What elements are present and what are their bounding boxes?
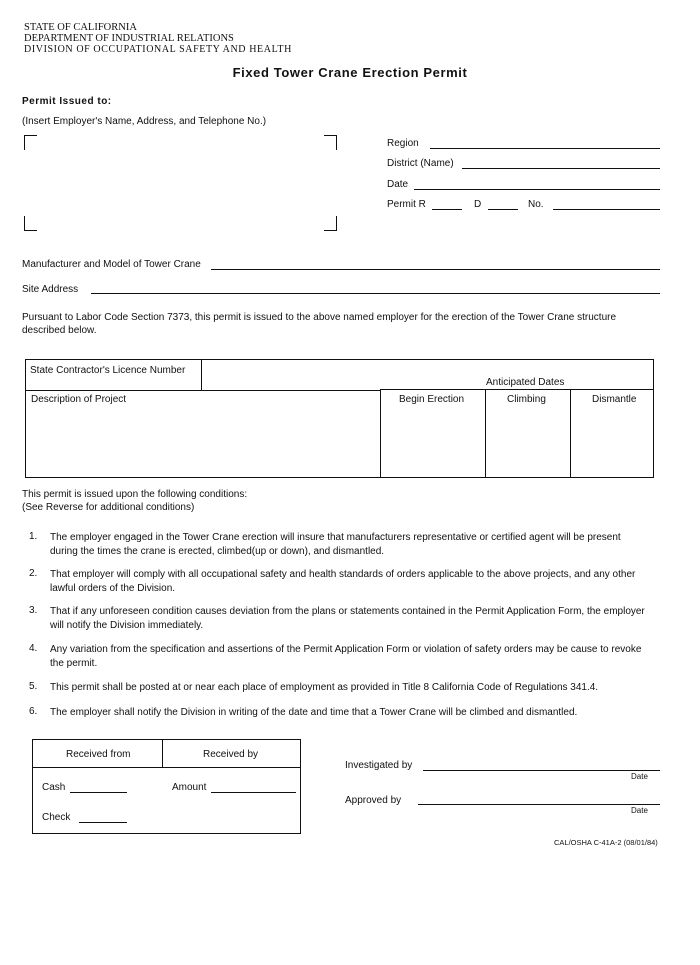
cash-field[interactable] <box>70 792 127 793</box>
agency-line-department: DEPARTMENT OF INDUSTRIAL RELATIONS <box>24 33 234 44</box>
address-box-corner-br <box>324 216 337 231</box>
licence-divider <box>201 359 202 390</box>
permit-r-label: Permit R <box>387 199 426 210</box>
investigated-by-label: Investigated by <box>345 760 413 771</box>
address-box-corner-bl <box>24 216 37 231</box>
received-by-label: Received by <box>203 749 259 760</box>
site-address-label: Site Address <box>22 284 79 295</box>
climbing-input[interactable] <box>488 408 567 474</box>
condition-text: The employer engaged in the Tower Crane erection will insure that manufacturers representative or certified agent will be present during the times the crane is erected, climbed(up or down), and dismantled. <box>50 532 621 557</box>
description-input[interactable] <box>28 408 377 474</box>
licence-input[interactable] <box>204 362 649 376</box>
condition-text: That employer will comply with all occupational safety and health standards of orders applicable to the above projects, and any other lawful orders of the Division. <box>50 569 636 594</box>
agency-line-state: STATE OF CALIFORNIA <box>24 22 137 33</box>
condition-number: 3. <box>29 605 38 616</box>
description-label: Description of Project <box>31 394 127 405</box>
d-field[interactable] <box>488 209 518 210</box>
issued-to-hint: (Insert Employer's Name, Address, and Telephone No.) <box>22 116 267 127</box>
licence-label: State Contractor's Licence Number <box>30 365 186 376</box>
col-begin-divider <box>380 389 381 478</box>
page-title: Fixed Tower Crane Erection Permit <box>232 65 468 80</box>
check-field[interactable] <box>79 822 127 823</box>
condition-number: 5. <box>29 681 38 692</box>
conditions-intro: This permit is issued upon the following conditions: <box>22 489 248 500</box>
condition-text: The employer shall notify the Division in writing of the date and time that a Tower Crane will be climbed and dismantled. <box>50 707 578 718</box>
received-from-label: Received from <box>66 749 131 760</box>
begin-erection-label: Begin Erection <box>399 394 465 405</box>
approved-date-label: Date <box>631 806 648 815</box>
col-climbing-divider <box>485 389 486 478</box>
agency-line-division: DIVISION OF OCCUPATIONAL SAFETY AND HEALTH <box>24 44 292 55</box>
approved-by-field[interactable] <box>418 804 660 805</box>
anticipated-dates-label: Anticipated Dates <box>486 377 565 388</box>
address-input-area[interactable] <box>38 150 322 214</box>
condition-text: That if any unforeseen condition causes deviation from the plans or statements contained in the Permit Application Form, the employer will notify the Division immediately. <box>50 606 645 631</box>
condition-number: 4. <box>29 643 38 654</box>
permit-r-field[interactable] <box>432 209 462 210</box>
pursuant-statement: Pursuant to Labor Code Section 7373, this permit is issued to the above named employer for the erection of the Tower Crane structure described below. <box>22 312 617 336</box>
dates-header-bottom <box>380 389 654 390</box>
no-field[interactable] <box>553 209 660 210</box>
col-dismantle-divider <box>570 389 571 478</box>
no-label: No. <box>528 199 544 210</box>
district-label: District (Name) <box>387 158 454 169</box>
condition-number: 2. <box>29 568 38 579</box>
date-label: Date <box>387 179 409 190</box>
d-label: D <box>474 199 482 210</box>
investigated-by-field[interactable] <box>423 770 660 771</box>
region-label: Region <box>387 138 419 149</box>
manufacturer-label: Manufacturer and Model of Tower Crane <box>22 259 201 270</box>
dismantle-label: Dismantle <box>592 394 637 405</box>
licence-row-bottom <box>25 390 380 391</box>
permit-issued-to-label: Permit Issued to: <box>22 96 112 107</box>
check-label: Check <box>42 812 71 823</box>
conditions-reverse-note: (See Reverse for additional conditions) <box>22 502 195 513</box>
receipt-header-bottom <box>32 767 301 768</box>
climbing-label: Climbing <box>507 394 546 405</box>
condition-text: Any variation from the specification and assertions of the Permit Application Form or violation of safety orders may be cause to revoke the permit. <box>50 644 642 669</box>
address-box-corner-tl <box>24 135 37 150</box>
region-field[interactable] <box>430 148 660 149</box>
begin-erection-input[interactable] <box>383 408 482 474</box>
amount-label: Amount <box>172 782 207 793</box>
dismantle-input[interactable] <box>573 408 651 474</box>
form-code: CAL/OSHA C-41A-2 (08/01/84) <box>554 838 658 847</box>
condition-number: 6. <box>29 706 38 717</box>
receipt-header-divider <box>162 739 163 767</box>
condition-text: This permit shall be posted at or near each place of employment as provided in Title 8 California Code of Regulations 341.4. <box>50 682 599 693</box>
amount-field[interactable] <box>211 792 296 793</box>
date-field[interactable] <box>414 189 660 190</box>
address-box-corner-tr <box>324 135 337 150</box>
district-field[interactable] <box>462 168 660 169</box>
site-address-field[interactable] <box>91 293 660 294</box>
condition-number: 1. <box>29 531 38 542</box>
cash-label: Cash <box>42 782 66 793</box>
investigated-date-label: Date <box>631 772 648 781</box>
manufacturer-field[interactable] <box>211 269 660 270</box>
approved-by-label: Approved by <box>345 795 402 806</box>
